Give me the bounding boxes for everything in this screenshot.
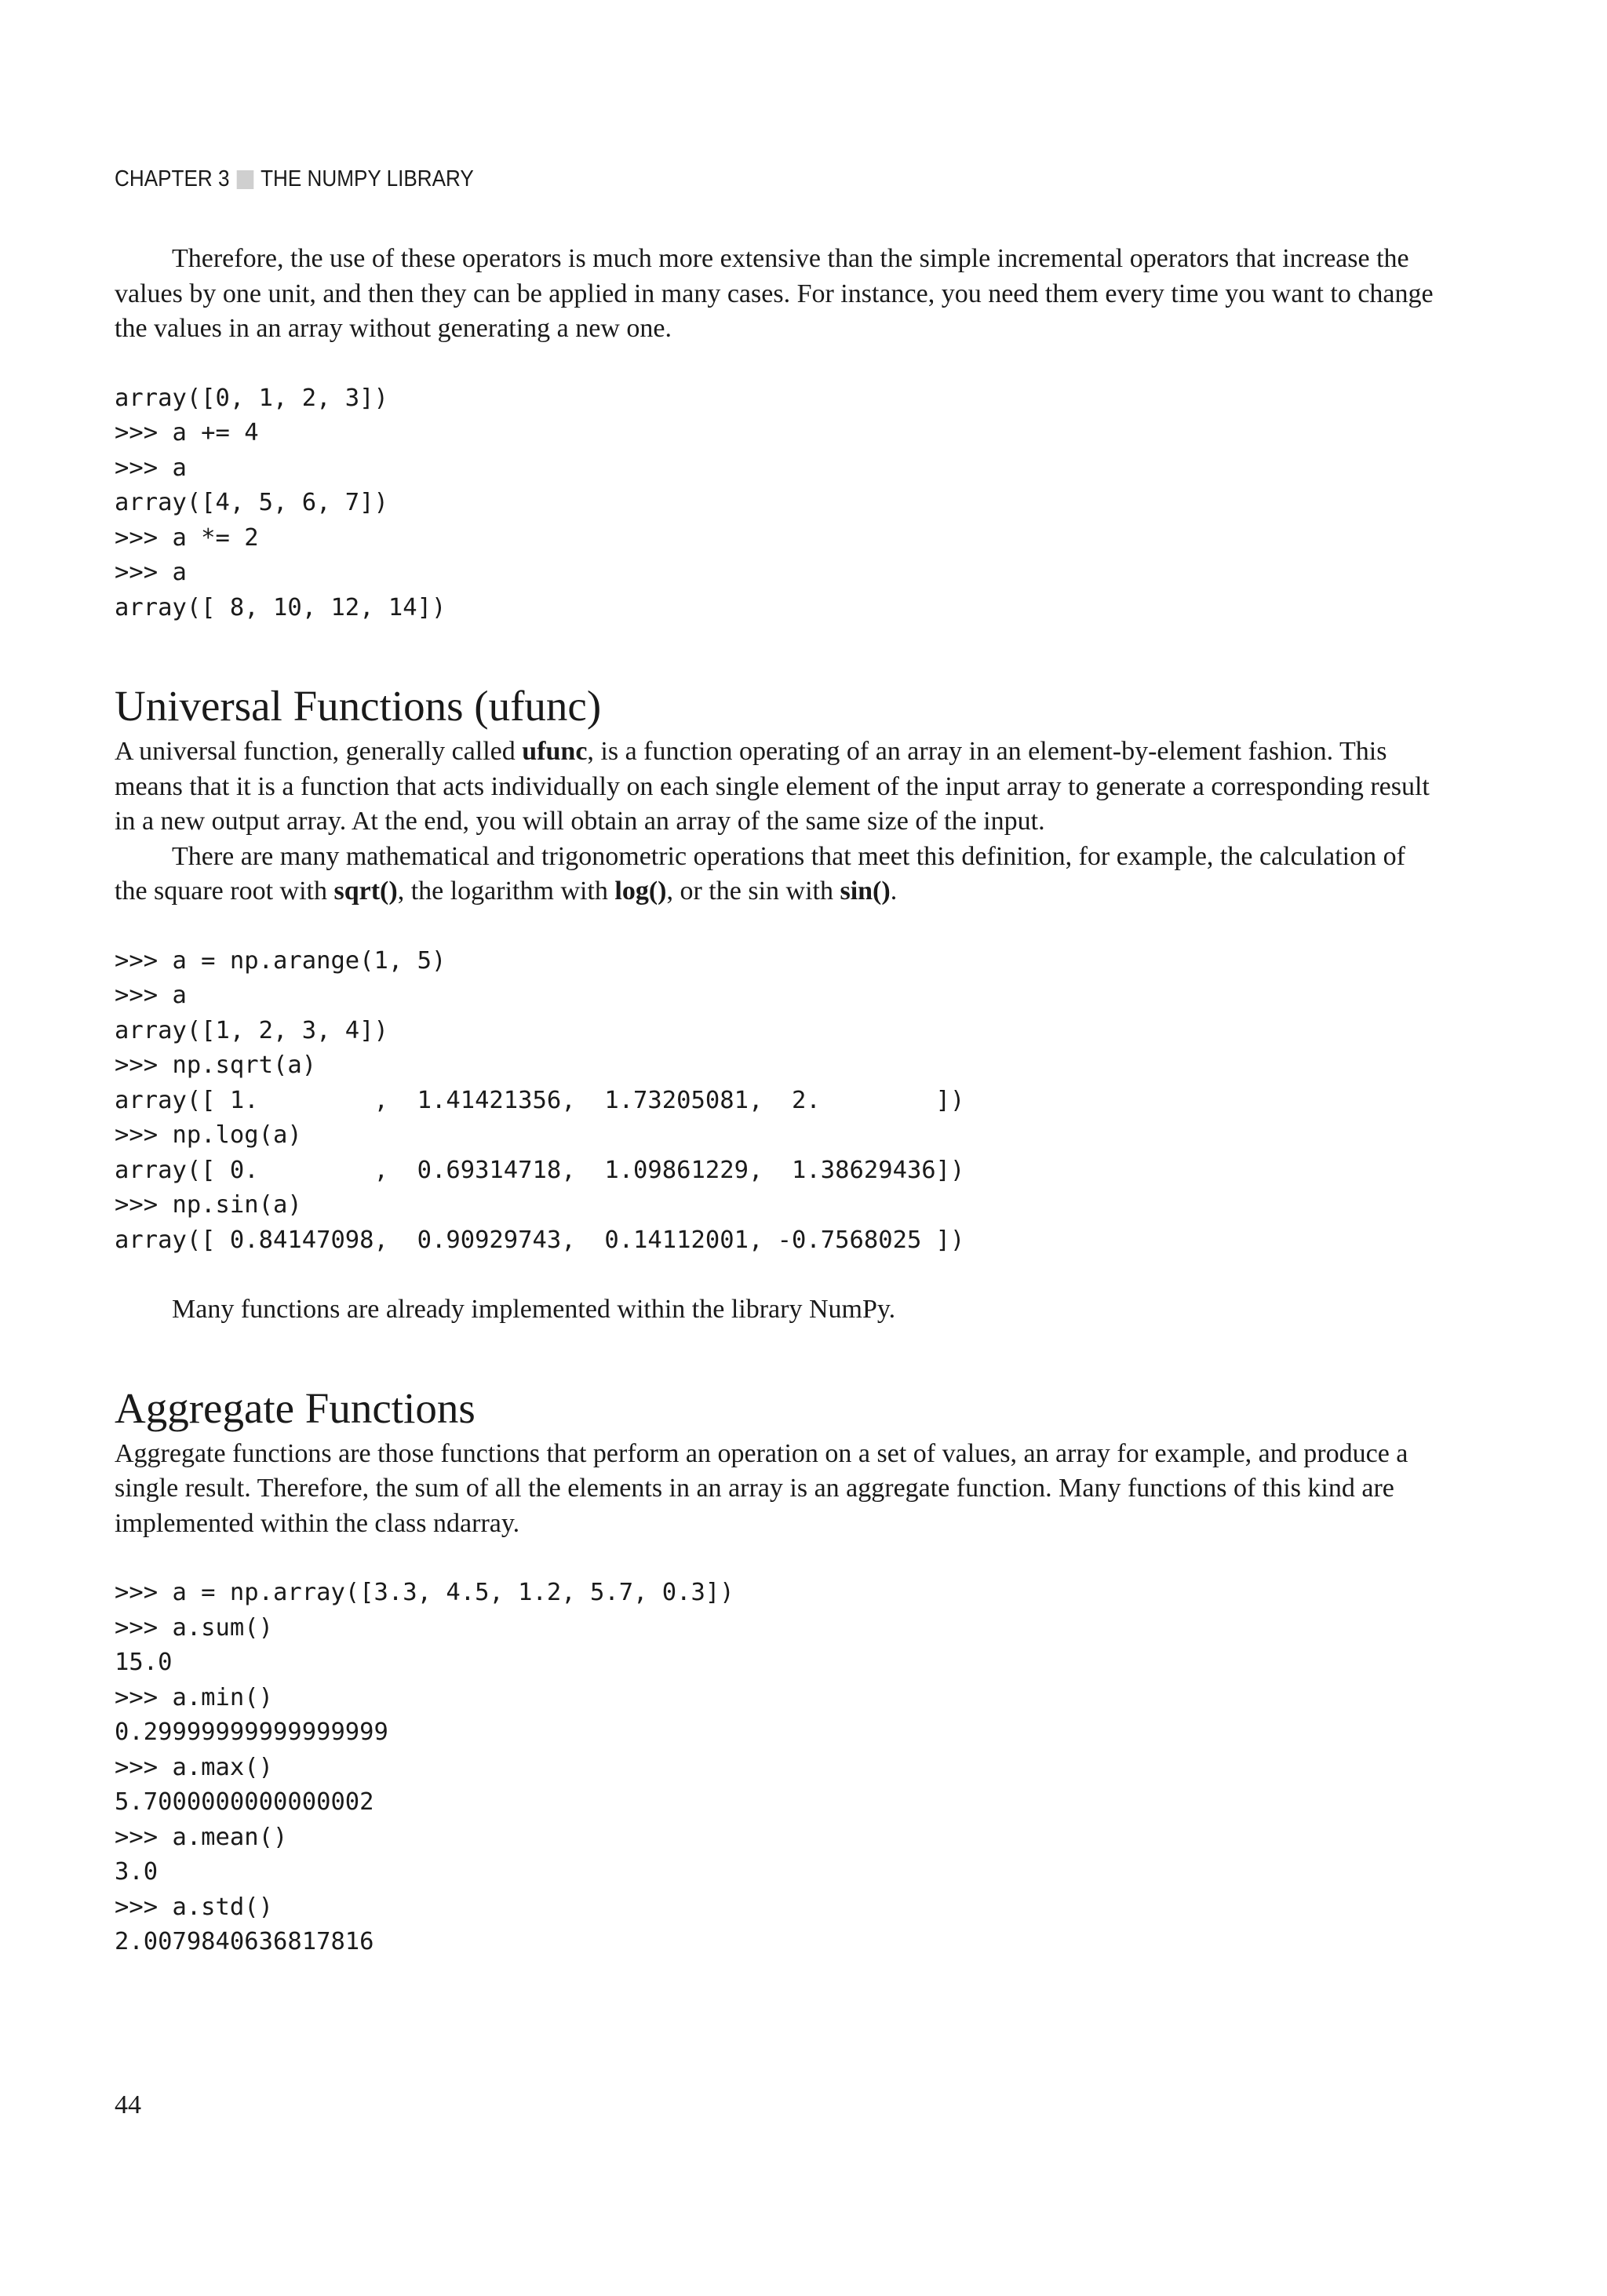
running-head-chapter: CHAPTER 3 <box>115 166 230 191</box>
code-block-operators: array([0, 1, 2, 3]) >>> a += 4 >>> a array([4, 5, 6, 7]) >>> a *= 2 >>> a array([ 8, 10, 12, 14]) <box>115 384 446 621</box>
sqrt-term: sqrt() <box>333 876 398 906</box>
ufunc-paragraph-2: There are many mathematical and trigonometric operations that meet this definition, for example, the calculation of the square root with sqrt(), the logarithm with log(), or the sin with sin(). <box>115 841 1405 906</box>
ufunc-paragraph-1: A universal function, generally called ufunc, is a function operating of an array in an element-by-element fashion. This means that it is a function that acts individually on each single element of the input array to generate a corresponding result in a new output array. At the end, you will obtain an array of the same size of the input. <box>115 737 1430 836</box>
page-number: 44 <box>115 2090 141 2119</box>
running-head <box>115 166 474 192</box>
aggregate-paragraph: Aggregate functions are those functions that perform an operation on a set of values, an array for example, and produce a single result. Therefore, the sum of all the elements in an array is an aggregate function. Many functions of this kind are implemented within the class ndarray. <box>115 1438 1408 1538</box>
code-block-ufunc: >>> a = np.arange(1, 5) >>> a array([1, 2, 3, 4]) >>> np.sqrt(a) array([ 1. , 1.41421356, 1.73205081, 2. ]) >>> np.log(a) array([ 0. , 0.69314718, 1.09861229, 1.38629436]) >>> np.sin(a) array([ 0.84147098, 0.90929743, 0.14112001, -0.7568025 ]) <box>115 946 965 1254</box>
ufunc-paragraph-3: Many functions are already implemented within the library NumPy. <box>172 1295 896 1324</box>
intro-paragraph: Therefore, the use of these operators is much more extensive than the simple incremental operators that increase the values by one unit, and then they can be applied in many cases. For instance, you need them every time you want to change the values in an array without generating a new one. <box>115 244 1434 343</box>
log-term: log() <box>614 876 667 906</box>
page-body <box>115 242 1441 1960</box>
running-head-title: THE NUMPY LIBRARY <box>261 166 474 191</box>
code-block-aggregate: >>> a = np.array([3.3, 4.5, 1.2, 5.7, 0.3]) >>> a.sum() 15.0 >>> a.min() 0.29999999999999999 >>> a.max() 5.7000000000000002 >>> a.mean() 3.0 >>> a.std() 2.0079840636817816 <box>115 1579 734 1955</box>
section-heading-ufunc: Universal Functions (ufunc) <box>115 682 602 730</box>
section-heading-aggregate: Aggregate Functions <box>115 1383 476 1432</box>
ufunc-term: ufunc <box>522 737 588 766</box>
sin-term: sin() <box>840 876 891 906</box>
running-head-separator <box>236 170 253 189</box>
